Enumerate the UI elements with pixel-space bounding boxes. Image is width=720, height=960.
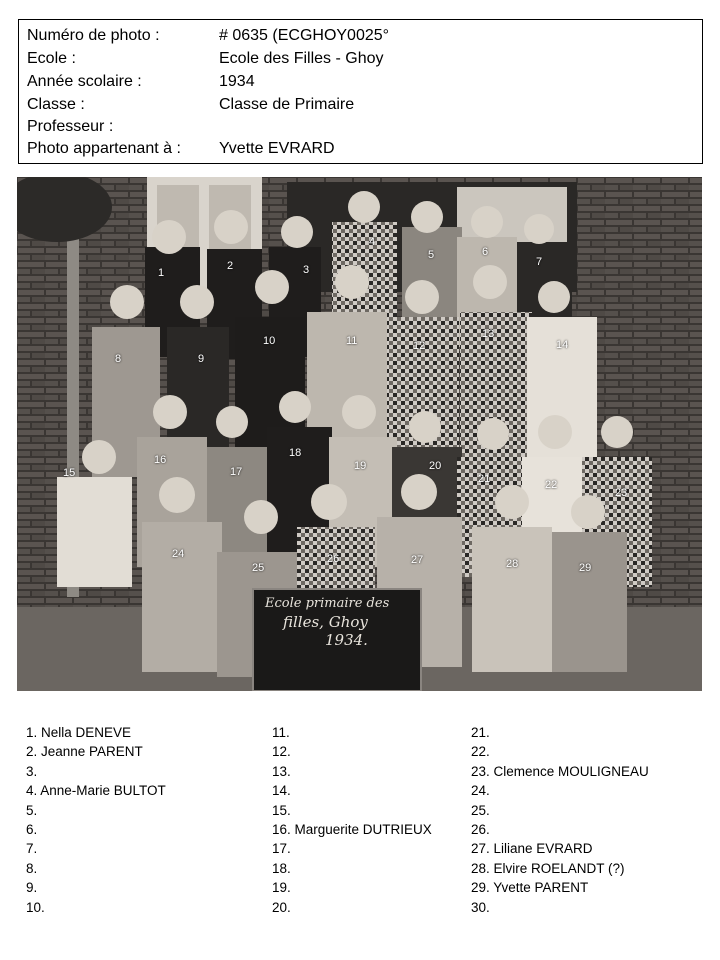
- names-column-1: [26, 723, 166, 917]
- name-entry: 6.: [26, 821, 38, 837]
- photo-info-box: [18, 19, 703, 164]
- name-entry: 21.: [471, 725, 490, 740]
- person-number-29: 29: [579, 562, 592, 574]
- person-number-5: 5: [428, 249, 435, 261]
- name-entry: 19.: [272, 880, 291, 896]
- person-number-11: 11: [346, 335, 358, 347]
- person-number-1: 1: [158, 267, 165, 279]
- teacher-label: Professeur :: [27, 118, 114, 135]
- name-entry: 3.: [26, 763, 38, 779]
- person-number-7: 7: [536, 256, 543, 268]
- person-number-20: 20: [429, 460, 442, 472]
- class-photo: [17, 177, 702, 691]
- person-number-4: 4: [369, 236, 376, 248]
- person-number-21: 21: [478, 473, 491, 485]
- person-number-2: 2: [227, 260, 234, 272]
- name-entry: 10.: [26, 899, 45, 915]
- year-label: Année scolaire :: [27, 73, 142, 90]
- name-entry: 25.: [471, 802, 490, 818]
- name-entry: 11.: [272, 725, 290, 740]
- name-entry: 13.: [272, 763, 291, 779]
- person-number-3: 3: [303, 264, 310, 276]
- person-number-18: 18: [289, 447, 302, 459]
- person-number-8: 8: [115, 353, 122, 365]
- name-entry: 14.: [272, 783, 291, 799]
- school-label: Ecole :: [27, 50, 76, 67]
- name-entry: 8.: [26, 860, 38, 876]
- name-entry: 5.: [26, 802, 38, 818]
- class-value: Classe de Primaire: [219, 96, 355, 113]
- name-entry: 28. Elvire ROELANDT (?): [471, 860, 625, 876]
- slate-line-1: Ecole primaire des: [265, 596, 390, 611]
- person-number-6: 6: [482, 246, 489, 258]
- person-number-28: 28: [506, 558, 519, 570]
- slate-line-2: filles, Ghoy: [283, 613, 368, 631]
- person-number-19: 19: [354, 460, 367, 472]
- person-number-17: 17: [230, 466, 243, 478]
- name-entry: 12.: [272, 744, 291, 760]
- name-entry: 4. Anne-Marie BULTOT: [26, 783, 166, 799]
- name-entry: 16. Marguerite DUTRIEUX: [272, 821, 432, 837]
- class-label: Classe :: [27, 96, 85, 113]
- person-number-23: 23: [615, 487, 628, 499]
- photo-number-value: # 0635 (ECGHOY0025°: [219, 27, 390, 44]
- name-entry: 30.: [471, 899, 490, 915]
- name-entry: 27. Liliane EVRARD: [471, 841, 593, 857]
- person-number-12: 12: [413, 340, 426, 352]
- name-entry: 15.: [272, 802, 291, 818]
- person-number-24: 24: [172, 548, 185, 560]
- names-column-2: [272, 723, 432, 917]
- name-entry: 9.: [26, 880, 38, 896]
- name-entry: 1. Nella DENEVE: [26, 725, 132, 740]
- owner-label: Photo appartenant à :: [27, 140, 181, 157]
- year-value: 1934: [219, 73, 255, 90]
- slate-text: [265, 595, 415, 649]
- person-number-10: 10: [263, 335, 276, 347]
- name-entry: 23. Clemence MOULIGNEAU: [471, 763, 649, 779]
- school-value: Ecole des Filles - Ghoy: [219, 50, 384, 67]
- name-entry: 18.: [272, 860, 291, 876]
- person-number-22: 22: [545, 479, 558, 491]
- owner-value: Yvette EVRARD: [219, 140, 335, 157]
- photo-number-label: Numéro de photo :: [27, 27, 160, 44]
- person-number-26: 26: [327, 553, 340, 565]
- name-entry: 17.: [272, 841, 291, 857]
- name-entry: 2. Jeanne PARENT: [26, 744, 143, 760]
- person-number-27: 27: [411, 554, 424, 566]
- name-entry: 20.: [272, 899, 291, 915]
- name-entry: 26.: [471, 821, 490, 837]
- name-entry: 7.: [26, 841, 38, 857]
- person-number-16: 16: [154, 454, 167, 466]
- name-entry: 24.: [471, 783, 490, 799]
- name-entry: 29. Yvette PARENT: [471, 880, 589, 896]
- names-column-3: [471, 723, 649, 917]
- name-entry: 22.: [471, 744, 490, 760]
- person-number-25: 25: [252, 562, 265, 574]
- person-number-13: 13: [482, 328, 495, 340]
- person-number-15: 15: [63, 467, 76, 479]
- slate-line-3: 1934.: [325, 631, 368, 649]
- person-number-9: 9: [198, 353, 205, 365]
- person-number-14: 14: [556, 339, 569, 351]
